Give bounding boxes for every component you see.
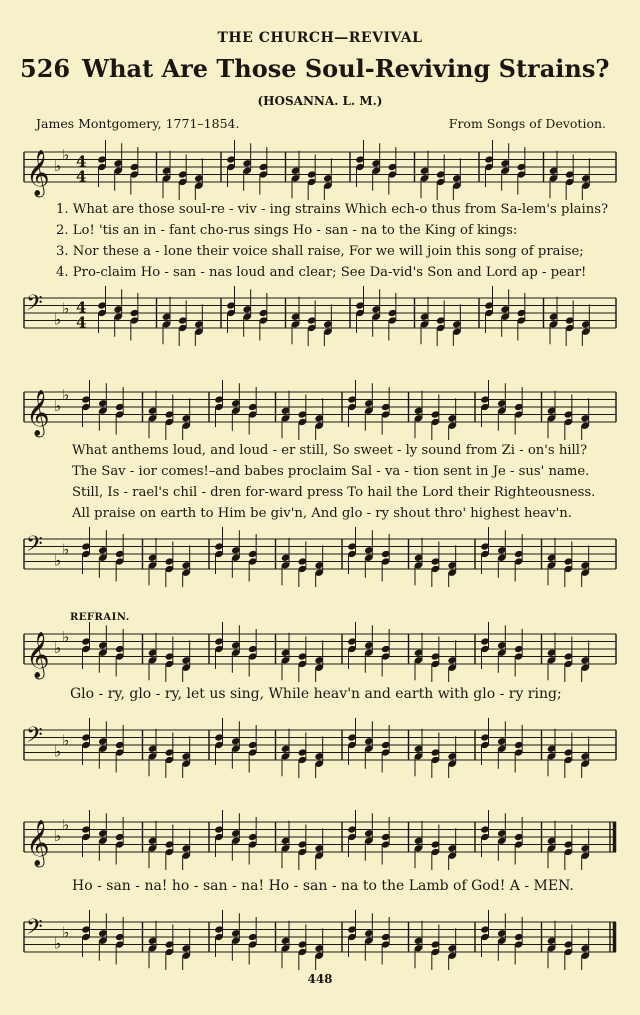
system-2-treble-staff xyxy=(0,380,640,440)
verse-line: 2. Lo! 'tis an in - fant cho-rus sings Ho - san - na to the King of kings: xyxy=(56,223,518,238)
flat-icon: ♭ xyxy=(54,742,62,761)
verse-line: 3. Nor these a - lone their voice shall raise, For we will join this song of praise; xyxy=(56,244,584,259)
verse-line: All praise on earth to Him be giv'n, And glo - ry shout thro' highest heav'n. xyxy=(72,506,572,521)
verse-line: 1. What are those soul-re - viv - ing strains Which ech-o thus from Sa-lem's plains? xyxy=(56,202,609,217)
flat-icon: ♭ xyxy=(54,934,62,953)
author: James Montgomery, 1771–1854. xyxy=(36,116,240,131)
system-4-treble-staff xyxy=(0,810,640,870)
system-2-bass-staff xyxy=(0,527,640,587)
system-1-treble-staff xyxy=(0,140,640,200)
tune-name: (HOSANNA. L. M.) xyxy=(257,94,383,108)
flat-icon: ♭ xyxy=(62,731,70,750)
section-title: THE CHURCH—REVIVAL xyxy=(217,30,423,46)
page-number: 448 xyxy=(307,972,333,986)
hymn-number: 526 xyxy=(20,54,71,83)
source: From Songs of Devotion. xyxy=(448,116,606,131)
verse-line: 4. Pro-claim Ho - san - nas loud and clear; See Da-vid's Son and Lord ap - pear! xyxy=(56,265,587,280)
verse-block-1 xyxy=(56,199,608,283)
refrain-line-1: Glo - ry, glo - ry, let us sing, While heav'n and earth with glo - ry ring; xyxy=(70,686,562,702)
time-signature-top: 4 xyxy=(76,152,87,171)
refrain-line-2: Ho - san - na! ho - san - na! Ho - san - na to the Lamb of God! A - MEN. xyxy=(72,878,574,894)
hymn-title-text: What Are Those Soul-Reviving Strains? xyxy=(82,54,610,83)
system-4-bass-staff xyxy=(0,910,640,970)
flat-icon: ♭ xyxy=(62,627,70,646)
verse-line: The Sav - ior comes!–and babes proclaim Sal - va - tion sent in Je - sus' name. xyxy=(72,464,590,479)
bass-clef-icon: 𝄢 xyxy=(26,532,43,562)
flat-icon: ♭ xyxy=(62,815,70,834)
hymn-title xyxy=(20,54,620,83)
bass-clef-icon: 𝄢 xyxy=(26,915,43,945)
refrain-label: REFRAIN. xyxy=(70,612,130,623)
bass-clef-icon: 𝄢 xyxy=(26,291,43,321)
flat-icon: ♭ xyxy=(62,145,70,164)
flat-icon: ♭ xyxy=(62,923,70,942)
flat-icon: ♭ xyxy=(62,299,70,318)
system-1-bass-staff xyxy=(0,286,640,346)
verse-line: Still, Is - rael's chil - dren for-ward press To hail the Lord their Righteousness. xyxy=(72,485,596,500)
system-3-treble-staff xyxy=(0,622,640,682)
flat-icon: ♭ xyxy=(62,385,70,404)
flat-icon: ♭ xyxy=(54,551,62,570)
flat-icon: ♭ xyxy=(62,540,70,559)
flat-icon: ♭ xyxy=(54,639,62,657)
time-signature-top: 4 xyxy=(76,298,87,317)
time-signature-bottom: 4 xyxy=(76,167,87,186)
system-3-bass-staff xyxy=(0,718,640,778)
treble-clef-icon: 𝄞 xyxy=(26,820,50,866)
flat-icon: ♭ xyxy=(54,827,62,845)
verse-line: What anthems loud, and loud - er still, So sweet - ly sound from Zi - on's hill? xyxy=(72,443,588,458)
time-signature-bottom: 4 xyxy=(76,313,87,332)
flat-icon: ♭ xyxy=(54,310,62,329)
treble-clef-icon: 𝄞 xyxy=(26,390,50,436)
flat-icon: ♭ xyxy=(54,157,62,175)
verse-block-2 xyxy=(72,440,595,524)
bass-clef-icon: 𝄢 xyxy=(26,723,43,753)
flat-icon: ♭ xyxy=(54,397,62,415)
treble-clef-icon: 𝄞 xyxy=(26,632,50,678)
treble-clef-icon: 𝄞 xyxy=(26,150,50,196)
